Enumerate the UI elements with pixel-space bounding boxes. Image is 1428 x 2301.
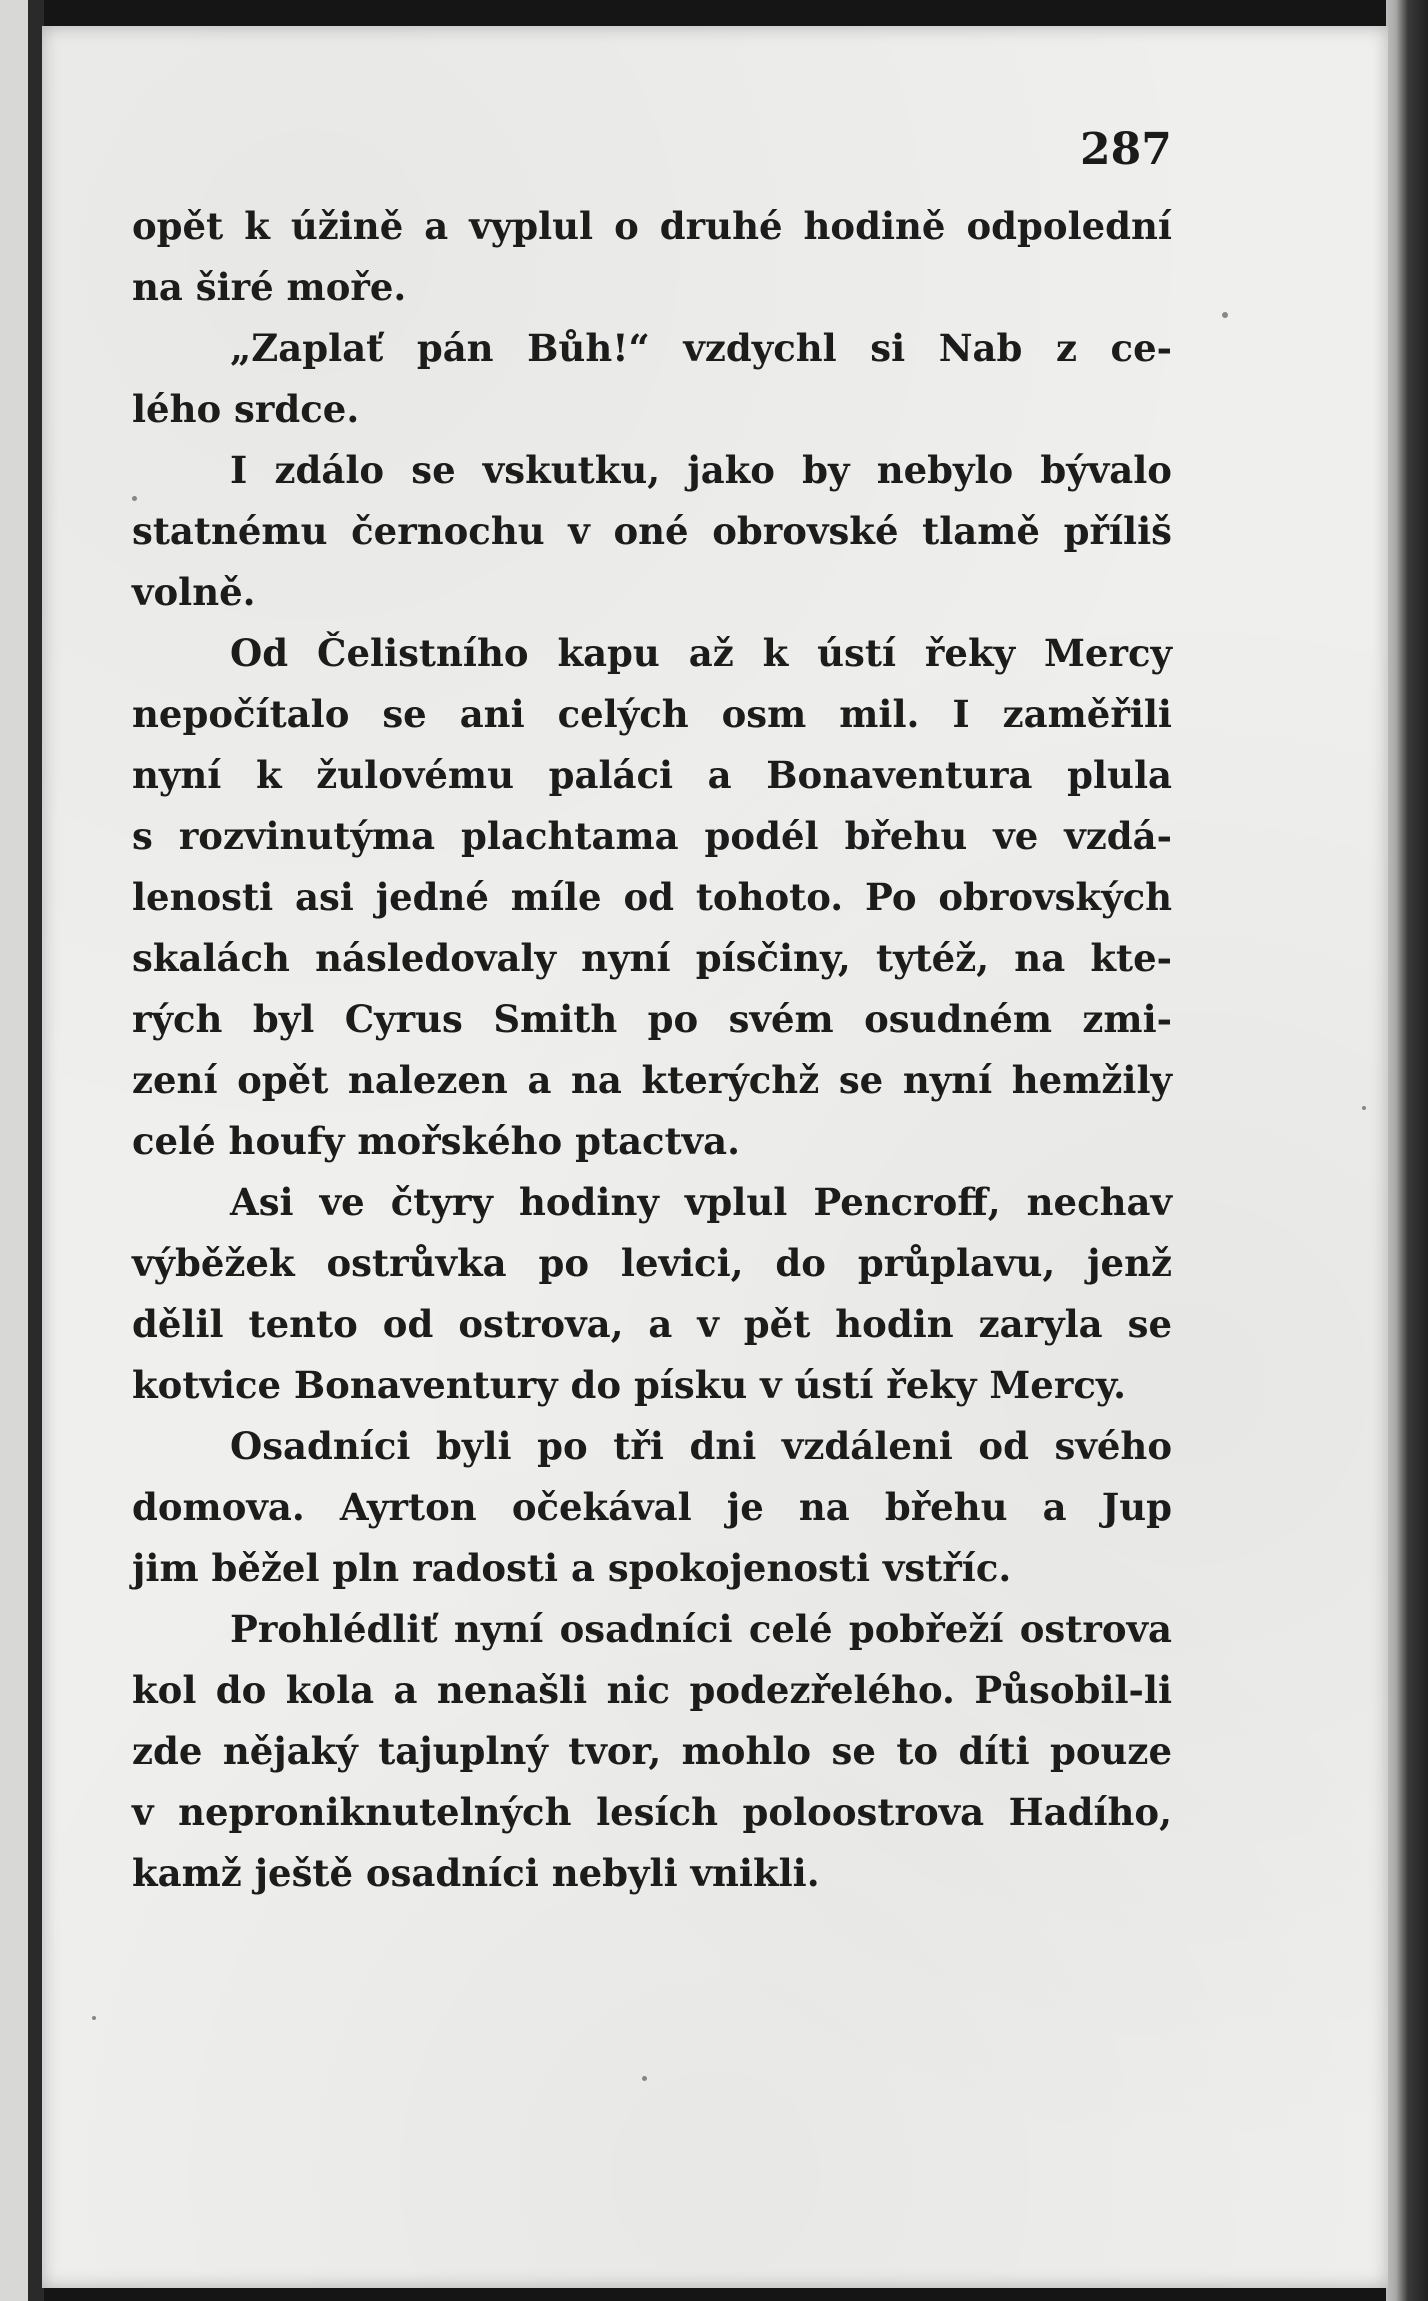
paragraph — [132, 1599, 1172, 1904]
ink-speck — [1362, 1106, 1366, 1110]
paragraph — [132, 1416, 1172, 1599]
text-line: zde nějaký tajuplný tvor, mohlo se to díti pouze — [132, 1729, 1172, 1773]
paragraph — [132, 623, 1172, 1172]
ink-speck — [1222, 312, 1228, 318]
text-line: v neproniknutelných lesích poloostrova Hadího, — [132, 1790, 1172, 1834]
paragraph — [132, 1172, 1172, 1416]
right-page-edge — [1386, 0, 1428, 2301]
text-line: na širé moře. — [132, 265, 407, 309]
text-line: výběžek ostrůvka po levici, do průplavu, jenž — [132, 1241, 1172, 1285]
text-line: zení opět nalezen a na kterýchž se nyní hemžily — [132, 1058, 1172, 1102]
paragraph — [132, 440, 1172, 623]
text-line: kol do kola a nenašli nic podezřelého. Působil-li — [132, 1668, 1172, 1712]
text-line: rých byl Cyrus Smith po svém osudném zmi- — [132, 997, 1172, 1041]
ink-speck — [642, 2076, 647, 2081]
ink-speck — [92, 2016, 96, 2020]
text-line: jim běžel pln radosti a spokojenosti vstříc. — [132, 1546, 1012, 1590]
text-line: nyní k žulovému paláci a Bonaventura plula — [132, 753, 1172, 797]
text-line: „Zaplať pán Bůh!“ vzdychl si Nab z ce- — [230, 326, 1172, 370]
page-number: 287 — [1080, 124, 1172, 175]
text-line: Od Čelistního kapu až k ústí řeky Mercy — [230, 631, 1172, 675]
text-line: volně. — [132, 570, 256, 614]
text-line: domova. Ayrton očekával je na břehu a Jup — [132, 1485, 1172, 1529]
text-line: Prohlédliť nyní osadníci celé pobřeží ostrova — [230, 1607, 1172, 1651]
left-binding-edge — [0, 0, 44, 2301]
body-text — [132, 196, 1172, 1904]
text-line: celé houfy mořského ptactva. — [132, 1119, 741, 1163]
paragraph — [132, 196, 1172, 318]
text-line: Osadníci byli po tři dni vzdáleni od svého — [230, 1424, 1172, 1468]
paragraph — [132, 318, 1172, 440]
text-line: Asi ve čtyry hodiny vplul Pencroff, nechav — [230, 1180, 1172, 1224]
text-line: dělil tento od ostrova, a v pět hodin zaryla se — [132, 1302, 1172, 1346]
text-line: lého srdce. — [132, 387, 360, 431]
text-line: lenosti asi jedné míle od tohoto. Po obrovských — [132, 875, 1172, 919]
text-line: skalách následovaly nyní písčiny, tytéž, na kte- — [132, 936, 1172, 980]
text-line: s rozvinutýma plachtama podél břehu ve vzdá- — [132, 814, 1172, 858]
text-line: kamž ještě osadníci nebyli vnikli. — [132, 1851, 820, 1895]
text-line: nepočítalo se ani celých osm mil. I zaměřili — [132, 692, 1172, 736]
text-line: kotvice Bonaventury do písku v ústí řeky Mercy. — [132, 1363, 1126, 1407]
text-line: statnému černochu v oné obrovské tlamě příliš — [132, 509, 1172, 553]
text-line: opět k úžině a vyplul o druhé hodině odpolední — [132, 204, 1172, 248]
text-line: I zdálo se vskutku, jako by nebylo bývalo — [230, 448, 1172, 492]
